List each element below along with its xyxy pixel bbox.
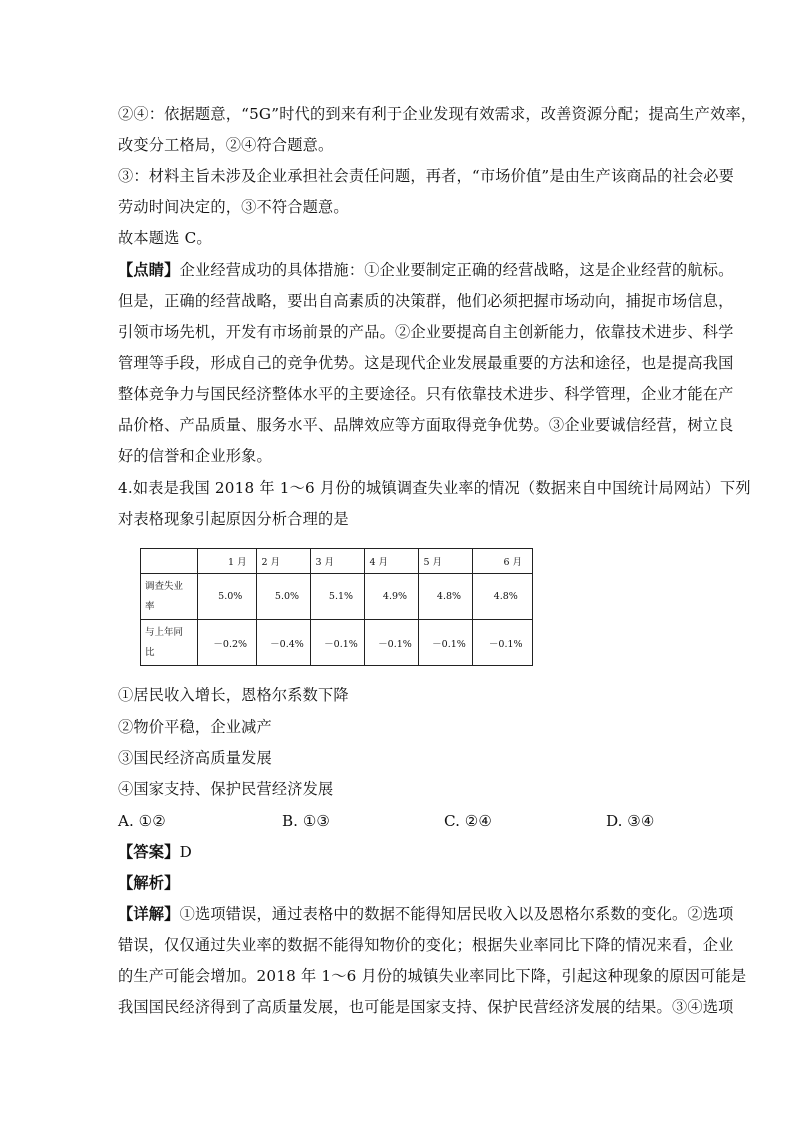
table-cell: －0.1% [473,620,533,666]
paragraph-line: 但是，正确的经营战略，要出自高素质的决策群，他们必须把握市场动向，捕捉市场信息， [118,292,734,310]
table-cell: 5.1% [311,574,365,620]
paragraph-line: 管理等手段，形成自己的竞争优势。这是现代企业发展最重要的方法和途径，也是提高我国 [118,354,734,372]
table-cell: 5.0% [198,574,257,620]
row-label-line: 调查失业 [145,580,184,592]
paragraph-line: 故本题选 C。 [118,229,212,247]
table-header-cell: 5 月 [419,549,473,574]
statement-item: ①居民收入增长，恩格尔系数下降 [118,686,349,704]
table-row-label [141,574,198,620]
table-cell: －0.1% [419,620,473,666]
paragraph-line: 引领市场先机，开发有市场前景的产品。②企业要提高自主创新能力，依靠技术进步、科学 [118,323,734,341]
detail-label: 【详解】 [118,905,180,923]
table-row-label [141,620,198,666]
table-header-cell: 3 月 [311,549,365,574]
table-cell: 4.8% [473,574,533,620]
table-header-cell: 6 月 [473,549,533,574]
table-cell: －0.4% [257,620,311,666]
table-cell: －0.1% [311,620,365,666]
answer-label: 【答案】 [118,843,180,861]
dianjing-label: 【点睛】 [118,261,180,279]
paragraph-line: ③：材料主旨未涉及企业承担社会责任问题，再者，“市场价值”是由生产该商品的社会必要 [118,167,735,185]
paragraph-line: ②④：依据题意，“5G”时代的到来有利于企业发现有效需求，改善资源分配；提高生产效率， [118,105,757,123]
option-d: D. ③④ [606,812,655,830]
question-line: 4.如表是我国 2018 年 1～6 月份的城镇调查失业率的情况（数据来自中国统计局网站）下列 [118,479,751,497]
paragraph-line: 我国国民经济得到了高质量发展，也可能是国家支持、保护民营经济发展的结果。③④选项 [118,998,734,1016]
paragraph-line: 错误，仅仅通过失业率的数据不能得知物价的变化；根据失业率同比下降的情况来看，企业 [118,936,734,954]
table-row [141,574,533,620]
paragraph-line: 好的信誉和企业形象。 [118,447,272,465]
dianjing-text: 企业经营成功的具体措施：①企业要制定正确的经营战略，这是企业经营的航标。 [179,261,734,279]
table-cell: －0.1% [365,620,419,666]
table-cell: 4.8% [419,574,473,620]
table-corner-cell [141,549,198,574]
table-header-cell: 2 月 [257,549,311,574]
paragraph-line: 的生产可能会增加。2018 年 1～6 月份的城镇失业率同比下降，引起这种现象的原因可能是 [118,967,747,985]
question-line: 对表格现象引起原因分析合理的是 [118,510,349,528]
row-label-line: 与上年同 [145,626,184,638]
unemployment-table [140,548,533,666]
option-b: B. ①③ [282,812,331,830]
answer-line [118,842,678,862]
table-header-row [141,549,533,574]
table-header-cell: 4 月 [365,549,419,574]
option-c: C. ②④ [444,812,492,830]
option-a: A. ①② [118,812,166,830]
paragraph-line: 品价格、产品质量、服务水平、品牌效应等方面取得竞争优势。③企业要诚信经营，树立良 [118,416,734,434]
detail-line [118,904,734,924]
dianjing-line [118,260,734,280]
paragraph-line: 劳动时间决定的，③不符合题意。 [118,198,349,216]
table-header-cell: 1 月 [198,549,257,574]
statement-item: ②物价平稳，企业减产 [118,718,272,736]
row-label-line: 率 [145,600,155,612]
table-cell: －0.2% [198,620,257,666]
table-cell: 5.0% [257,574,311,620]
statement-item: ④国家支持、保护民营经济发展 [118,780,334,798]
row-label-line: 比 [145,646,155,658]
analysis-label: 【解析】 [118,874,180,892]
paragraph-line: 整体竞争力与国民经济整体水平的主要途径。只有依靠技术进步、科学管理，企业才能在产 [118,385,734,403]
statement-item: ③国民经济高质量发展 [118,749,272,767]
table-row [141,620,533,666]
detail-text: ①选项错误，通过表格中的数据不能得知居民收入以及恩格尔系数的变化。②选项 [179,905,734,923]
answer-value: D [179,843,192,861]
table-cell: 4.9% [365,574,419,620]
paragraph-line: 改变分工格局，②④符合题意。 [118,136,334,154]
